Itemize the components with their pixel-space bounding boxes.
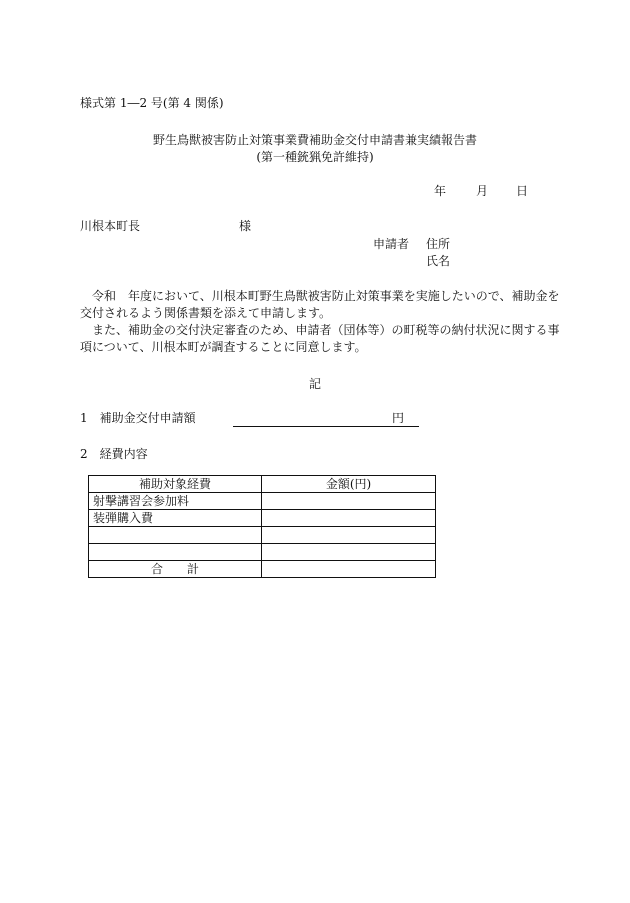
table-header-row — [89, 476, 436, 493]
table-row — [89, 493, 436, 510]
form-number: 様式第 1―2 号(第 4 関係) — [80, 96, 224, 110]
body-paragraph-1: 令和 年度において、川根本町野生鳥獣被害防止対策事業を実施したいので、補助金を交付されるよう関係書類を添えて申請します。 — [80, 289, 560, 320]
expense-cell[interactable] — [89, 544, 262, 561]
table-row — [89, 510, 436, 527]
expense-cell: 装弾購入費 — [89, 510, 262, 527]
document-title: 野生鳥獣被害防止対策事業費補助金交付申請書兼実績報告書 — [152, 133, 477, 147]
date-day-label: 日 — [516, 184, 529, 198]
amount-cell[interactable] — [262, 493, 436, 510]
table-header-amount: 金額(円) — [262, 476, 436, 493]
amount-cell[interactable] — [262, 527, 436, 544]
amount-cell[interactable] — [262, 544, 436, 561]
date-month-label: 月 — [476, 184, 489, 198]
expense-cell[interactable] — [89, 527, 262, 544]
total-label-cell: 合 計 — [89, 561, 262, 578]
table-row — [89, 544, 436, 561]
expense-table — [88, 475, 436, 578]
addressee-honorific: 様 — [239, 219, 252, 233]
item2-label: 2 経費内容 — [80, 447, 148, 461]
table-total-row — [89, 561, 436, 578]
item1-label: 1 補助金交付申請額 — [80, 411, 196, 425]
total-amount-cell[interactable] — [262, 561, 436, 578]
applicant-name-label: 氏名 — [426, 254, 451, 268]
applicant-address-label: 住所 — [426, 237, 451, 251]
amount-cell[interactable] — [262, 510, 436, 527]
date-year-label: 年 — [434, 184, 447, 198]
body-paragraph-2: また、補助金の交付決定審査のため、申請者（団体等）の町税等の納付状況に関する事項について、川根本町が調査することに同意します。 — [80, 323, 560, 354]
ki-heading: 記 — [308, 377, 321, 391]
document-subtitle: (第一種銃猟免許維持) — [256, 150, 374, 164]
expense-cell: 射撃講習会参加料 — [89, 493, 262, 510]
amount-unit: 円 — [392, 411, 405, 425]
addressee-name: 川根本町長 — [80, 219, 141, 233]
body-text — [80, 288, 560, 356]
table-header-expense: 補助対象経費 — [89, 476, 262, 493]
table-row — [89, 527, 436, 544]
applicant-label: 申請者 — [373, 237, 410, 251]
